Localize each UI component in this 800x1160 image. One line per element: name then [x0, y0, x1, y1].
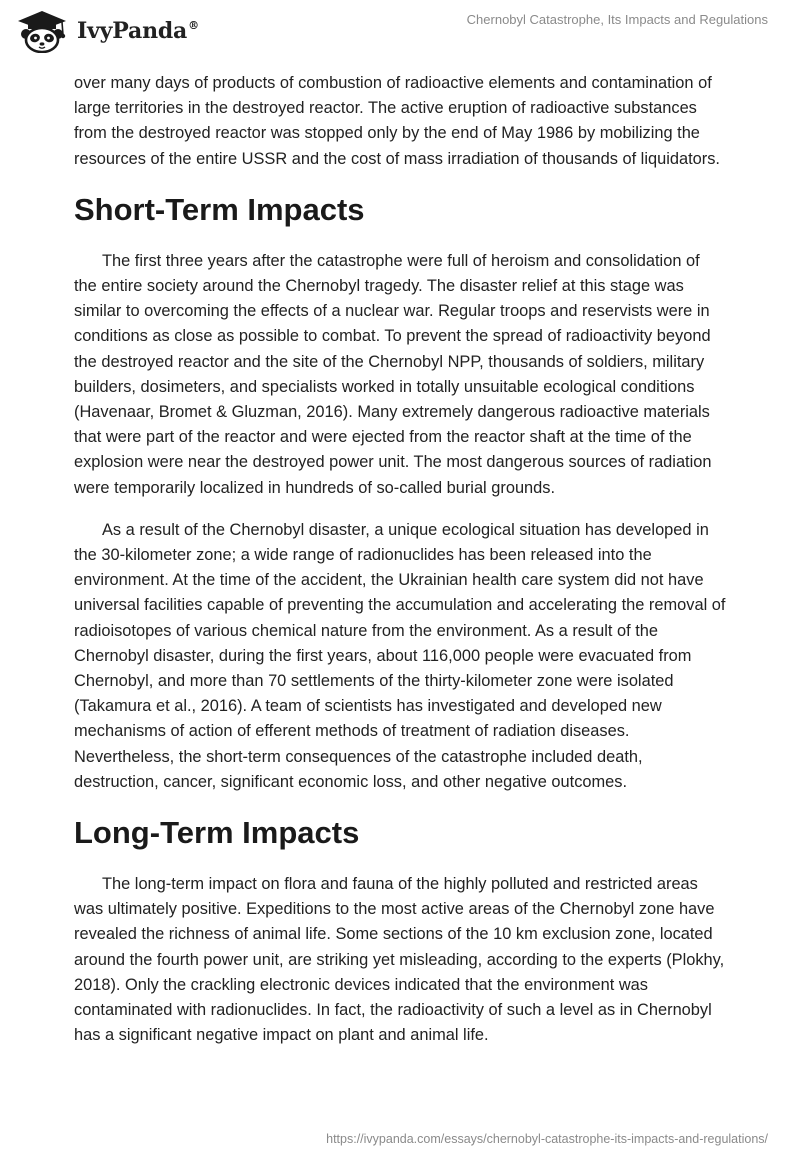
page-header	[0, 0, 800, 64]
heading-long-term-impacts: Long-Term Impacts	[74, 815, 360, 851]
document-title: Chernobyl Catastrophe, Its Impacts and Regulations	[466, 12, 768, 27]
essay-body	[74, 71, 726, 1066]
heading-short-term-impacts: Short-Term Impacts	[74, 191, 365, 227]
source-url[interactable]: https://ivypanda.com/essays/chernobyl-catastrophe-its-impacts-and-regulations/	[326, 1132, 768, 1146]
ivypanda-logo[interactable]	[14, 9, 199, 53]
paragraph-long-term-1: The long-term impact on flora and fauna of the highly polluted and restricted areas was ultimately positive. Expeditions to the most active areas of the Chernobyl zone have revealed the richness of animal life. Some sections of the 10 km exclusion zone, located around the fourth power unit, are striking yet misleading, according to the experts (Plokhy, 2018). Only the crackling electronic devices indicated that the environment was contaminated with radionuclides. In fact, the radioactivity of such a level as in Chernobyl has a significant negative impact on plant and animal life.	[74, 875, 725, 1045]
paragraph-short-term-2: As a result of the Chernobyl disaster, a unique ecological situation has developed in the 30-kilometer zone; a wide range of radionuclides has been released into the environment. At the time of the accident, the Ukrainian health care system did not have universal facilities capable of preventing the accumulation and accelerating the removal of radioisotopes of various chemical nature from the environment. As a result of the Chernobyl disaster, during the first years, about 116,000 people were evacuated from Chernobyl, and more than 70 settlements of the thirty-kilometer zone were isolated (Takamura et al., 2016). A team of scientists has investigated and developed new mechanisms of action of efferent methods of treatment of radiation diseases. Nevertheless, the short-term consequences of the catastrophe included death, destruction, cancer, significant economic loss, and other negative outcomes.	[74, 520, 726, 791]
brand-name: IvyPanda®	[77, 18, 199, 44]
paragraph-short-term-1: The first three years after the catastrophe were full of heroism and consolidation of the entire society around the Chernobyl tragedy. The disaster relief at this stage was similar to overcoming the effects of a nuclear war. Regular troops and reservists were in conditions as close as possible to combat. To prevent the spread of radioactivity beyond the destroyed reactor and the site of the Chernobyl NPP, thousands of soldiers, military builders, dosimeters, and specialists worked in totally unsuitable ecological conditions (Havenaar, Bromet & Gluzman, 2016). Many extremely dangerous radioactive materials that were part of the reactor and were ejected from the reactor shaft at the time of the explosion were near the destroyed power unit. The most dangerous sources of radiation were temporarily localized in hundreds of so-called burial grounds.	[74, 251, 712, 497]
paragraph-intro: over many days of products of combustion of radioactive elements and contamination of large territories in the destroyed reactor. The active eruption of radioactive substances from the destroyed reactor was stopped only by the end of May 1986 by mobilizing the resources of the entire USSR and the cost of mass irradiation of thousands of liquidators.	[74, 74, 720, 168]
panda-graduate-icon	[14, 9, 72, 53]
